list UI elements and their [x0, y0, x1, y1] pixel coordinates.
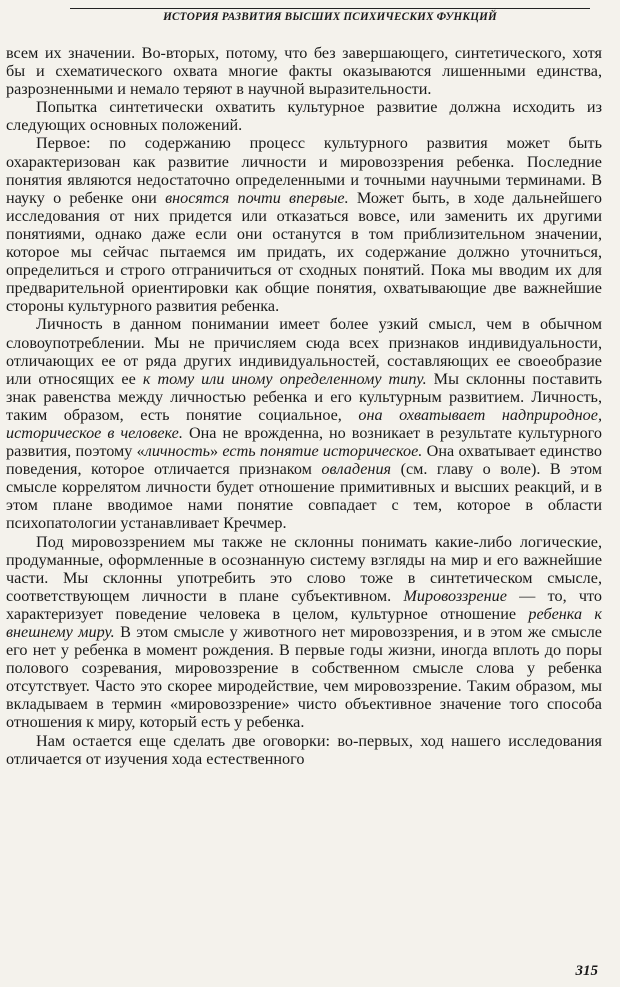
paragraph-text: Попытка синтетически охватить культурное развитие должна исходить из следующих основных положений. [6, 98, 602, 135]
paragraph [6, 315, 602, 532]
paragraph-text: В этом смысле у животного нет мировоззрения, и в этом же смысле его нет у ребенка в момент рождения. В первые годы жизни, иногда вплоть до поры полового созревания, мировоззрение в собственном смысле слова у ребенка отсутствует. Часто это скорее миродействие, чем мировоззрение. Таким образом, мы вкладываем в термин «мировоззрение» чисто объективное значение того способа отношения к миру, который есть у ребенка. [6, 623, 602, 732]
paragraph-text: всем их значении. Во-вторых, потому, что без завершающего, синтетического, хотя бы и схематического охвата многие факты оказываются лишенными единства, разрозненными и немало теряют в научной выразительности. [6, 44, 602, 99]
paragraph-text: Под мировоззрением мы также не склонны понимать какие-либо логические, продуманные, оформленные в осознанную систему взгляды на мир и его важнейшие части. Мы склонны употребить это слово тоже в синтетическом смысле, соответствующем личности в плане субъективном. [6, 532, 602, 605]
paragraph-text: Мы склонны поставить знак равенства между личностью ребенка и его культурным развитием. Личность, таким образом, есть понятие социальное, [6, 369, 602, 424]
emphasis-text: к тому или иному определенному типу. [142, 369, 427, 388]
paragraph-text: — то, что характеризует поведение человека в целом, культурное отношение [6, 586, 602, 623]
paragraph-text: Личность в данном понимании имеет более узкий смысл, чем в обычном словоупотреблении. Мы не причисляем сюда всех признаков индивидуальности, отличающих ее от ряда других индивидуальностей, составляющих ее своеобразие или относящих ее [6, 315, 602, 388]
body-text [6, 44, 602, 768]
paragraph [6, 533, 602, 732]
paragraph-text: Может быть, в ходе дальнейшего исследования от них придется или отказаться вовсе, или заменить их другими понятиями, однако даже если они останутся в том приблизительном значении, которое мы сейчас пытаемся им придать, их содержание должно уточниться, определиться и строго отграничиться от сходных понятий. Пока мы вводим их для предварительной ориентировки как общие понятия, охватывающие две важнейшие стороны культурного развития ребенка. [6, 188, 603, 316]
header-rule [70, 8, 590, 9]
page-number: 315 [575, 963, 598, 979]
emphasis-text: личность [144, 442, 211, 461]
paragraph-text: Она не врожденна, но возникает в результате культурного развития, поэтому « [6, 423, 602, 461]
paragraph [6, 44, 602, 98]
emphasis-text: есть понятие историческое. [222, 442, 423, 461]
paragraph-text: » [210, 442, 223, 461]
paragraph [6, 98, 602, 134]
emphasis-text: ребенка к внешнему миру. [6, 604, 602, 641]
paragraph-text: (см. главу о воле). В этом смысле коррелятом личности будет отношение примитивных и высших реакций, и в этом плане вводимое нами понятие совпадает с тем, которое в области психопатологии устанавливает Кречмер. [6, 460, 602, 533]
paragraph [6, 732, 602, 768]
paragraph-text: Нам остается еще сделать две оговорки: во-первых, ход нашего исследования отличается от изучения хода естественного [6, 731, 602, 768]
running-header: ИСТОРИЯ РАЗВИТИЯ ВЫСШИХ ПСИХИЧЕСКИХ ФУНКЦИЙ [163, 11, 497, 23]
emphasis-text: овладения [321, 460, 392, 479]
emphasis-text: Мировоззрение [403, 586, 507, 605]
emphasis-text: она охватывает надприродное, историческое в человеке. [6, 405, 602, 442]
emphasis-text: вносятся почти впервые. [165, 188, 349, 207]
paragraph-text: Она охватывает единство поведения, которое отличается признаком [6, 442, 603, 479]
paragraph [6, 134, 602, 315]
paragraph-text: Первое: по содержанию процесс культурного развития может быть охарактеризован как развитие личности и мировоззрения ребенка. Последние понятия являются недостаточно определенными и точными научными терминами. В науку о ребенке они [6, 134, 602, 207]
